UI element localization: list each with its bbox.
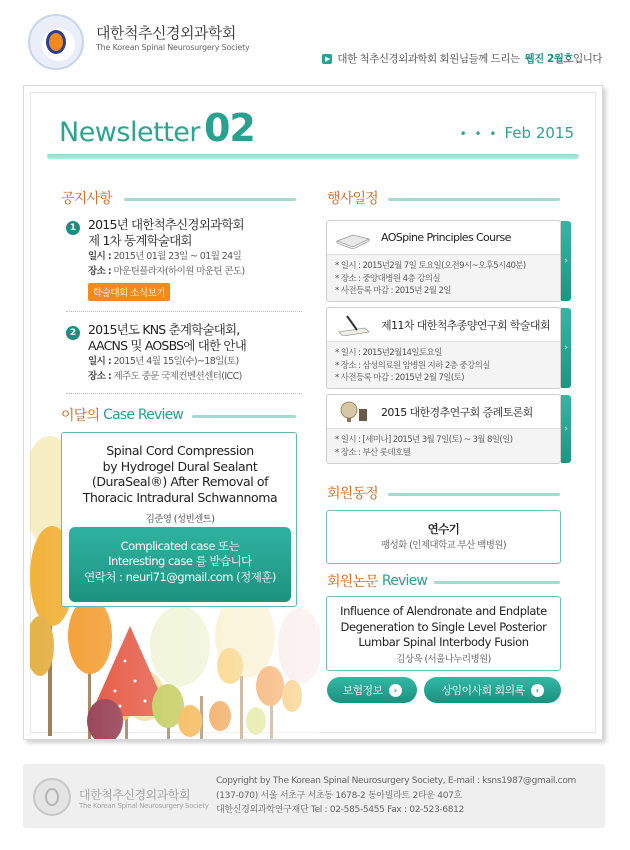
tagline-pre: 대한 척추신경외과학회 회원님들께 드리는: [337, 53, 520, 65]
event-detail-line: * 사전등록 마감 : 2015년 2월 7일(토): [335, 373, 464, 383]
event-detail-line: * 사전등록 마감 : 2015년 2월 2일: [335, 286, 451, 296]
title-divider: [47, 154, 579, 159]
notice-place: [88, 264, 306, 279]
event-detail-line: * 장소 : 중앙대병원 4층 강의실: [335, 273, 440, 284]
case-call-line1: Complicated case 또는: [120, 539, 240, 553]
footer-contact: 대한신경외과학연구재단 Tel : 02-585-5455 Fax : 02-523-6812: [216, 805, 465, 815]
notice-item-2[interactable]: [66, 322, 306, 384]
member-news-title: 연수기: [427, 522, 460, 536]
event-detail-line: * 일시 : 2015년2월14일토요일: [335, 348, 442, 358]
footer-society-name-en: The Korean Spinal Neurosurgery Society: [79, 802, 209, 810]
case-title: [72, 443, 288, 505]
notice-divider: [66, 393, 302, 394]
events-heading-text: 행사일정: [327, 191, 378, 207]
notice-title-line1: 2015년 대한척추신경외과학회: [88, 217, 244, 232]
members-heading-text: 회원동정: [327, 486, 378, 502]
case-author: 김준영 (성빈센트): [145, 514, 215, 525]
header: [0, 0, 630, 80]
footer: [23, 764, 605, 828]
book-icon: [335, 227, 371, 249]
society-name-en: The Korean Spinal Neurosurgery Society: [96, 43, 250, 52]
case-title-line: Thoracic Intradural Schwannoma: [82, 489, 278, 505]
case-review-heading-kr: 이달의: [61, 408, 100, 424]
board-minutes-button[interactable]: [424, 677, 561, 703]
members-heading-line: [388, 493, 560, 496]
conference-news-button[interactable]: 학술대회 소식보기: [88, 283, 170, 301]
footer-society-name: 대한척추신경외과학회: [79, 788, 190, 802]
papers-heading-line: [434, 581, 560, 584]
events-heading: [327, 188, 378, 208]
footer-copyright: Copyright by The Korean Spinal Neurosurgery Society, E-mail : ksns1987@gmail.com: [216, 776, 577, 786]
issue-number: 02: [203, 106, 255, 150]
place-label: 장소 :: [88, 266, 112, 277]
arrow-right-icon: ▶: [322, 54, 332, 64]
case-review-card[interactable]: [61, 432, 297, 607]
notices-heading: [61, 188, 112, 208]
notice-date: [88, 249, 306, 264]
event-title: AOSpine Principles Course: [381, 231, 511, 244]
event-detail-line: * 일시 : 2015년2월 7일 토요일(오전9시~오후5시40분): [335, 261, 526, 271]
event-details: [327, 342, 560, 390]
event-details: [327, 255, 560, 303]
event-detail-line: * 장소 : 부산 롯데호텔: [335, 447, 411, 458]
insurance-info-button[interactable]: [327, 677, 417, 703]
member-paper-card[interactable]: [326, 596, 561, 671]
newsletter-title: [59, 106, 255, 150]
footer-info: [216, 774, 576, 818]
date-value: 2015년 4월 15일(수)~18일(토): [113, 356, 239, 367]
date-value: 2015년 01월 23일 ~ 01월 24일: [113, 251, 242, 262]
event-card-3[interactable]: [326, 394, 568, 464]
paper-title-line: Lumbar Spinal Interbody Fusion: [358, 635, 529, 649]
globe-icon: [335, 401, 371, 423]
notice-title-line2: 제 1차 동계학술대회: [88, 233, 192, 248]
notices-heading-line: [124, 198, 296, 201]
event-header: [327, 221, 560, 255]
event-title: 2015 대한경추연구회 증례토론회: [381, 405, 533, 419]
notice-place: [88, 369, 306, 384]
notice-number-badge: 1: [66, 221, 80, 235]
papers-heading-en: Review: [381, 573, 428, 589]
go-arrow-icon: ›: [389, 684, 402, 697]
notice-title-line2: AACNS 및 AOSBS에 대한 안내: [88, 338, 246, 353]
papers-heading-kr: 회원논문: [327, 574, 378, 590]
paper-author: 김상욱 (서울나누리병원): [396, 653, 491, 665]
newsletter-word: Newsletter: [59, 117, 200, 148]
footer-address: (137-070) 서울 서초구 서초동 1678-2 동아빌라트 2타운 407호: [216, 790, 462, 801]
event-detail-line: * 일시 : [세미나] 2015년 3월 7일(토) ~ 3월 8일(일): [335, 435, 513, 445]
case-title-line: by Hydrogel Dural Sealant: [102, 458, 258, 474]
notice-title-line1: 2015년도 KNS 춘계학술대회,: [88, 322, 240, 337]
event-card-1[interactable]: [326, 220, 568, 302]
date-text: Feb 2015: [504, 124, 574, 142]
event-header: [327, 395, 560, 429]
paper-title-line: Degeneration to Single Level Posterior: [340, 619, 547, 634]
date-label: 일시 :: [88, 356, 112, 367]
member-news-card[interactable]: [326, 510, 561, 564]
event-more-tab[interactable]: ›: [561, 308, 571, 388]
tagline-post: 입니다: [573, 53, 602, 65]
case-title-line: Spinal Cord Compression: [106, 443, 254, 458]
event-more-tab[interactable]: ›: [561, 221, 571, 301]
pen-paper-icon: [335, 314, 371, 336]
case-title-line: (DuraSeal®) After Removal of: [91, 474, 269, 489]
member-news-author: 팽성화 (인제대학교 부산 백병원): [381, 540, 506, 551]
members-heading: [327, 483, 378, 503]
notice-item-1[interactable]: [66, 217, 306, 301]
place-value: 마운틴플라자(하이원 마운틴 콘도): [113, 266, 245, 277]
case-contact: 연락처 : neuri71@gmail.com (정제훈): [84, 570, 276, 584]
board-minutes-label: 상임이사회 회의록: [441, 684, 525, 697]
society-name: 대한척추신경외과학회: [96, 24, 236, 42]
newsletter-panel: [23, 85, 603, 740]
papers-heading: [327, 571, 427, 591]
place-label: 장소 :: [88, 371, 112, 382]
issue-date: [460, 124, 574, 142]
event-details: [327, 429, 560, 464]
footer-spine-icon: [45, 788, 59, 806]
case-review-heading-en: Case Review: [103, 407, 184, 423]
notices-heading-text: 공지사항: [61, 191, 112, 207]
event-card-2[interactable]: [326, 307, 568, 389]
go-arrow-icon: ›: [531, 684, 544, 697]
case-review-heading: [61, 405, 183, 425]
case-submission-banner[interactable]: [69, 527, 291, 602]
case-call-line2: Interesting case 를 받습니다: [108, 554, 252, 568]
notice-number-badge: 2: [66, 326, 80, 340]
events-heading-line: [388, 198, 560, 201]
event-header: [327, 308, 560, 342]
insurance-info-label: 보험정보: [342, 684, 383, 697]
event-title: 제11차 대한척추종양연구회 학술대회: [381, 318, 550, 332]
tagline-highlight: 웹진 2월호: [524, 53, 574, 65]
notice-divider: [66, 311, 302, 312]
paper-title-line: Influence of Alendronate and Endplate: [340, 604, 547, 618]
place-value: 제주도 중문 국제컨벤션센터(ICC): [113, 371, 242, 382]
tagline: [322, 51, 602, 66]
case-review-heading-line: [192, 415, 296, 418]
event-more-tab[interactable]: ›: [561, 395, 571, 463]
notice-date: [88, 354, 306, 369]
spine-logo-icon: [46, 30, 66, 54]
event-detail-line: * 장소 : 삼성의료원 암병원 지하 2층 중강의실: [335, 360, 490, 371]
date-label: 일시 :: [88, 251, 112, 262]
date-dots: • • •: [459, 127, 499, 141]
